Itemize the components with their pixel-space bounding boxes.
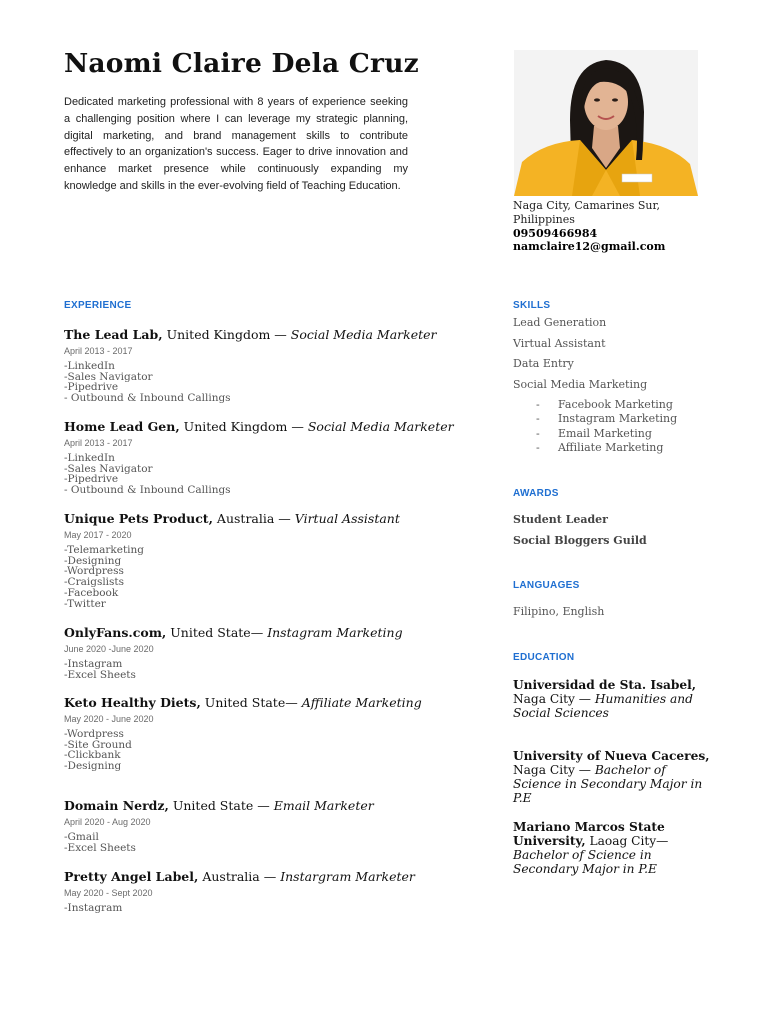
sub-skill-dash: -: [536, 412, 540, 426]
job-company: Domain Nerdz,: [64, 798, 169, 813]
education-school: Universidad de Sta. Isabel,: [513, 678, 696, 692]
sub-skill-label: Facebook Marketing: [558, 398, 673, 411]
languages-text: Filipino, English: [513, 605, 605, 618]
job-company: Pretty Angel Label,: [64, 869, 199, 884]
job-tool-item: -Twitter: [64, 597, 106, 610]
job-dates: May 2017 - 2020: [64, 530, 132, 540]
skill-item: Virtual Assistant: [513, 336, 606, 350]
job-location: United State —: [168, 798, 274, 813]
job-role: Email Marketer: [273, 798, 374, 813]
job-tool-item: -Designing: [64, 760, 122, 773]
experience-entry: [64, 869, 484, 914]
job-dates: April 2020 - Aug 2020: [64, 817, 151, 827]
experience-entry: [64, 625, 484, 680]
job-location: United State—: [200, 695, 302, 710]
job-tool-item: -Designing: [64, 554, 122, 567]
education-place: Naga City —: [513, 762, 595, 777]
job-role: Affiliate Marketing: [301, 695, 422, 710]
job-tools-list: [64, 832, 484, 853]
job-tool-item: -Pipedrive: [64, 473, 119, 486]
education-entry: [513, 750, 713, 806]
job-location: United Kingdom —: [162, 327, 291, 342]
job-role: Social Media Marketer: [290, 327, 437, 342]
skills-heading: SKILLS: [513, 300, 551, 311]
job-title-line: [64, 695, 484, 711]
job-tool-item: -Telemarketing: [64, 544, 145, 556]
job-tool-item: -Pipedrive: [64, 381, 119, 394]
sub-skill-dash: -: [536, 440, 540, 454]
job-company: Unique Pets Product,: [64, 511, 213, 526]
sub-skill-item: [513, 398, 733, 412]
address-line-2: Philippines: [513, 212, 575, 226]
sub-skill-label: Email Marketing: [558, 426, 652, 440]
job-company: Keto Healthy Diets,: [64, 695, 201, 710]
sub-skill-label: Instagram Marketing: [558, 412, 678, 426]
job-tools-list: [64, 545, 484, 609]
education-degree: Humanities and Social Sciences: [513, 691, 693, 720]
job-title-line: [64, 511, 484, 527]
job-tools-list: [64, 659, 484, 680]
job-tools-list: [64, 453, 484, 496]
job-tool-item: -Craigslists: [64, 576, 125, 589]
awards-heading: AWARDS: [513, 488, 559, 499]
experience-entry: [64, 695, 484, 772]
skill-item: Social Media Marketing: [513, 377, 648, 391]
job-tool-item: -Wordpress: [64, 565, 124, 578]
experience-heading: EXPERIENCE: [64, 300, 132, 311]
job-tool-item: -Instagram: [64, 658, 123, 670]
job-company: Home Lead Gen,: [64, 419, 180, 434]
job-dates: May 2020 - June 2020: [64, 714, 154, 724]
summary-paragraph: Dedicated marketing professional with 8 years of experience seeking a challenging position where I can leverage my strategic planning, digital marketing, and brand management skills to contribute effectively to an organization's success. Eager to drive innovation and enhance market presence while continuously expanding my knowledge and skills in the ever-evolving field of Teaching Education.: [64, 96, 408, 192]
job-tool-item: -Sales Navigator: [64, 370, 153, 383]
job-role: Virtual Assistant: [294, 511, 400, 526]
address-line-1: Naga City, Camarines Sur,: [513, 199, 661, 212]
resume-name: Naomi Claire Dela Cruz: [64, 48, 419, 79]
job-dates: June 2020 -June 2020: [64, 644, 154, 654]
sub-skill-item: [513, 412, 733, 426]
sub-skill-label: Affiliate Marketing: [558, 440, 664, 454]
skill-item: Lead Generation: [513, 316, 607, 329]
job-tools-list: [64, 903, 484, 914]
education-degree: Bachelor of Science in Secondary Major in P.E: [513, 762, 703, 805]
job-tool-item: -Facebook: [64, 586, 119, 599]
job-title-line: [64, 419, 484, 435]
job-tool-item: -Site Ground: [64, 738, 132, 751]
job-role: Social Media Marketer: [307, 419, 454, 434]
experience-entry: [64, 798, 484, 853]
education-school: Mariano Marcos State University,: [513, 820, 665, 848]
education-school: University of Nueva Caceres,: [513, 749, 710, 763]
sub-skill-dash: -: [536, 398, 540, 411]
job-location: United State—: [166, 625, 268, 640]
skills-list: [513, 316, 733, 455]
job-tool-item: -LinkedIn: [64, 360, 115, 372]
job-company: OnlyFans.com,: [64, 625, 167, 640]
job-role: Instagram Marketing: [267, 625, 403, 640]
award-item: Social Bloggers Guild: [513, 533, 647, 547]
job-tool-item: - Outbound & Inbound Callings: [64, 484, 231, 497]
job-tool-item: -Excel Sheets: [64, 668, 136, 681]
award-item: Student Leader: [513, 513, 608, 526]
job-tool-item: -Gmail: [64, 831, 99, 843]
experience-entry: [64, 511, 484, 609]
sub-skill-dash: -: [536, 426, 540, 440]
job-tools-list: [64, 729, 484, 772]
phone-number: 09509466984: [513, 226, 598, 240]
job-role: Instargram Marketer: [280, 869, 415, 884]
education-degree: Bachelor of Science in Secondary Major in P.E: [513, 847, 657, 876]
contact-block: [513, 199, 713, 254]
job-location: Australia —: [198, 869, 281, 884]
job-tool-item: -Excel Sheets: [64, 841, 136, 854]
experience-entry: [64, 419, 484, 496]
job-tool-item: -Clickbank: [64, 749, 121, 762]
job-dates: May 2020 - Sept 2020: [64, 888, 153, 898]
education-place: Naga City —: [513, 691, 595, 706]
job-title-line: [64, 798, 484, 814]
profile-photo-illustration: [514, 50, 698, 196]
job-company: The Lead Lab,: [64, 327, 163, 342]
email-address[interactable]: namclaire12@gmail.com: [513, 240, 666, 254]
job-tool-item: -Wordpress: [64, 728, 124, 740]
job-dates: April 2013 - 2017: [64, 346, 133, 356]
education-heading: EDUCATION: [513, 652, 575, 663]
skill-item: Data Entry: [513, 357, 574, 370]
job-location: United Kingdom —: [179, 419, 308, 434]
education-entry: [513, 679, 713, 721]
job-title-line: [64, 625, 484, 641]
job-tools-list: [64, 361, 484, 404]
job-tool-item: -LinkedIn: [64, 452, 115, 464]
profile-photo: [514, 50, 698, 196]
sub-skill-item: [513, 441, 733, 455]
job-title-line: [64, 327, 484, 343]
languages-heading: LANGUAGES: [513, 580, 580, 591]
experience-entry: [64, 327, 484, 404]
job-tool-item: -Instagram: [64, 902, 123, 914]
job-location: Australia —: [212, 511, 295, 526]
job-tool-item: - Outbound & Inbound Callings: [64, 392, 231, 405]
job-tool-item: -Sales Navigator: [64, 462, 153, 475]
job-dates: April 2013 - 2017: [64, 438, 133, 448]
education-entry: [513, 821, 713, 877]
education-place: Laoag City—: [585, 833, 669, 848]
awards-list: [513, 513, 733, 554]
job-title-line: [64, 869, 484, 885]
sub-skill-item: [513, 427, 733, 441]
